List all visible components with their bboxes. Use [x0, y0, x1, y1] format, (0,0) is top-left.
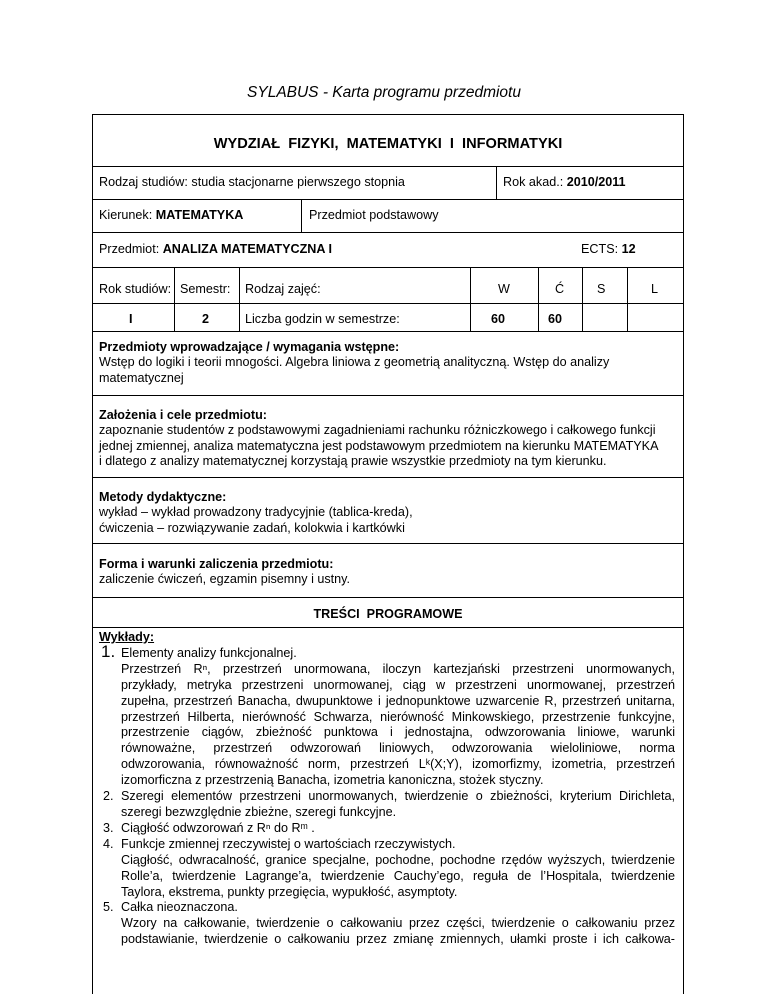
ects	[581, 242, 636, 256]
study-type	[99, 175, 405, 189]
lecture-item-line: Przestrzeń Rⁿ, przestrzeń unormowana, iloczyn kartezjański przestrzeni unormowanych,	[121, 661, 675, 676]
prerequisites-section	[99, 340, 675, 386]
lecture-item-line: przestrzenie ciągów, zbieżność punktowa i jednostajna, odwzorowania liniowe, warunki	[121, 725, 675, 740]
lecture-item-number: 1.	[101, 641, 116, 661]
lecture-item-line: Rolle’a, twierdzenie Lagrange’a, twierdzenie Cauchy’ego, reguła de l’Hospitala, twierdzenie	[121, 868, 675, 883]
lecture-item-title: Całka nieoznaczona.	[121, 900, 238, 915]
lecture-item-line: izomorficzna z przestrzenią Banacha, izometria kanoniczna, stożek styczny.	[121, 773, 544, 788]
col-l-header: L	[651, 282, 659, 296]
lecture-item	[99, 821, 675, 837]
col-s-header: S	[597, 282, 606, 296]
academic-year-value: 2010/2011	[566, 175, 626, 189]
faculty-title: WYDZIAŁ FIZYKI, MATEMATYKI I INFORMATYKI	[213, 136, 563, 152]
lecture-item-number: 4.	[103, 836, 114, 851]
lecture-item-line: podstawianie, twierdzenie o całkowaniu przez zmianę zmiennych, ułamki proste i ich całkowa-	[121, 932, 675, 947]
prerequisites-line: Wstęp do logiki i teorii mnogości. Algebra liniowa z geometrią analityczną. Wstęp do analizy	[99, 355, 610, 370]
lecture-item-number: 5.	[103, 900, 114, 915]
lecture-item-line: Taylora, ekstrema, punkty przegięcia, wypukłość, asymptoty.	[121, 884, 458, 899]
lecture-item-title: Elementy analizy funkcjonalnej.	[121, 645, 297, 660]
methods-heading: Metody dydaktyczne:	[99, 490, 227, 504]
prerequisites-line: matematycznej	[99, 370, 184, 385]
lecture-item	[99, 900, 675, 948]
col-c-header: Ć	[555, 282, 565, 296]
lecture-item-line: Szeregi elementów przestrzeni unormowanych, twierdzenie o zbieżności, kryterium Dirichleta,	[121, 789, 675, 804]
lecture-item	[99, 789, 675, 821]
subject-category: Przedmiot podstawowy	[309, 208, 439, 222]
goals-heading: Założenia i cele przedmiotu:	[99, 408, 267, 422]
lecture-item-line: odwzorowania, równoważność norm, przestrzeń Lᵏ(X;Y), izomorfizmy, izometria, przestrzeń	[121, 757, 675, 772]
goals-line: i dlatego z analizy matematycznej korzystają prawie wszystkie przedmioty na tym kierunku.	[99, 453, 607, 468]
lecture-item-line: równoważne, przestrzeń odwzorowań liniowych, odwzorowania wieloliniowe, norma	[121, 741, 675, 756]
year-header: Rok studiów:	[99, 282, 172, 296]
academic-year-label: Rok akad.:	[503, 175, 567, 189]
lecture-item-line: Wzory na całkowanie, twierdzenie o całkowaniu przez części, twierdzenie o całkowaniu przez	[121, 916, 675, 931]
col-w-header: W	[498, 282, 510, 296]
subject-label: Przedmiot:	[99, 242, 163, 256]
study-type-value: studia stacjonarne pierwszego stopnia	[191, 175, 405, 189]
lecture-item-line: przestrzeń Hilberta, nierówność Schwarza, nierówność Minkowskiego, przestrzenie funkcyjne,	[121, 709, 675, 724]
lectures-heading: Wykłady:	[99, 630, 155, 644]
lecture-item-line: przykłady, metryka przestrzeni unormowanej, ciąg w przestrzeni unormowanej, przestrzeń	[121, 677, 675, 692]
hours-w: 60	[491, 312, 506, 326]
assessment-section	[99, 557, 675, 588]
program-contents-title: TREŚCI PROGRAMOWE	[313, 607, 463, 621]
lecture-item	[99, 641, 675, 789]
lectures-section	[99, 630, 675, 948]
ects-value: 12	[621, 242, 636, 256]
methods-line: ćwiczenia – rozwiązywanie zadań, kolokwia i kartkówki	[99, 520, 405, 535]
syllabus-table	[92, 114, 684, 994]
hours-label: Liczba godzin w semestrze:	[245, 312, 400, 326]
subject-value: ANALIZA MATEMATYCZNA I	[162, 242, 332, 256]
assessment-heading: Forma i warunki zaliczenia przedmiotu:	[99, 557, 334, 571]
lecture-item-line: Ciągłość, odwracalność, granice specjalne, pochodne, pochodne rzędów wyższych, twierdzenie	[121, 852, 675, 867]
year-value: I	[129, 312, 133, 326]
lecture-item-number: 3.	[103, 820, 114, 835]
lecture-item	[99, 837, 675, 901]
academic-year	[503, 175, 626, 189]
goals-section	[99, 408, 675, 469]
semester-value: 2	[202, 312, 210, 326]
field-label: Kierunek:	[99, 208, 156, 222]
field-value: MATEMATYKA	[155, 208, 244, 222]
lecture-item-number: 2.	[103, 789, 114, 804]
hours-c: 60	[548, 312, 563, 326]
lecture-item-line: zupełna, przestrzeń Banacha, dwupunktowe i jednopunktowe uzwarcenie R, przestrzeń unitarna,	[121, 693, 675, 708]
field-of-study	[99, 208, 243, 222]
lecture-item-line: Ciągłość odwzorowań z Rⁿ do Rᵐ .	[121, 820, 315, 835]
methods-line: wykład – wykład prowadzony tradycyjnie (tablica-kreda),	[99, 505, 413, 520]
semester-header: Semestr:	[180, 282, 231, 296]
lecture-item-title: Funkcje zmiennej rzeczywistej o wartościach rzeczywistych.	[121, 836, 456, 851]
lecture-item-line: szeregi bezwzględnie zbieżne, szeregi funkcyjne.	[121, 804, 397, 819]
goals-line: zapoznanie studentów z podstawowymi zagadnieniami rachunku różniczkowego i całkowego funkcji	[99, 423, 656, 438]
class-type-header: Rodzaj zajęć:	[245, 282, 321, 296]
prerequisites-heading: Przedmioty wprowadzające / wymagania wstępne:	[99, 340, 400, 354]
goals-line: jednej zmiennej, analiza matematyczna jest podstawowym przedmiotem na kierunku MATEMATYKA	[99, 438, 659, 453]
subject	[99, 242, 332, 256]
study-type-label: Rodzaj studiów:	[99, 175, 192, 189]
ects-label: ECTS:	[581, 242, 622, 256]
methods-section	[99, 490, 675, 536]
lecture-list	[99, 641, 675, 948]
assessment-line: zaliczenie ćwiczeń, egzamin pisemny i ustny.	[99, 572, 351, 587]
document-title: SYLABUS - Karta programu przedmiotu	[247, 84, 521, 101]
